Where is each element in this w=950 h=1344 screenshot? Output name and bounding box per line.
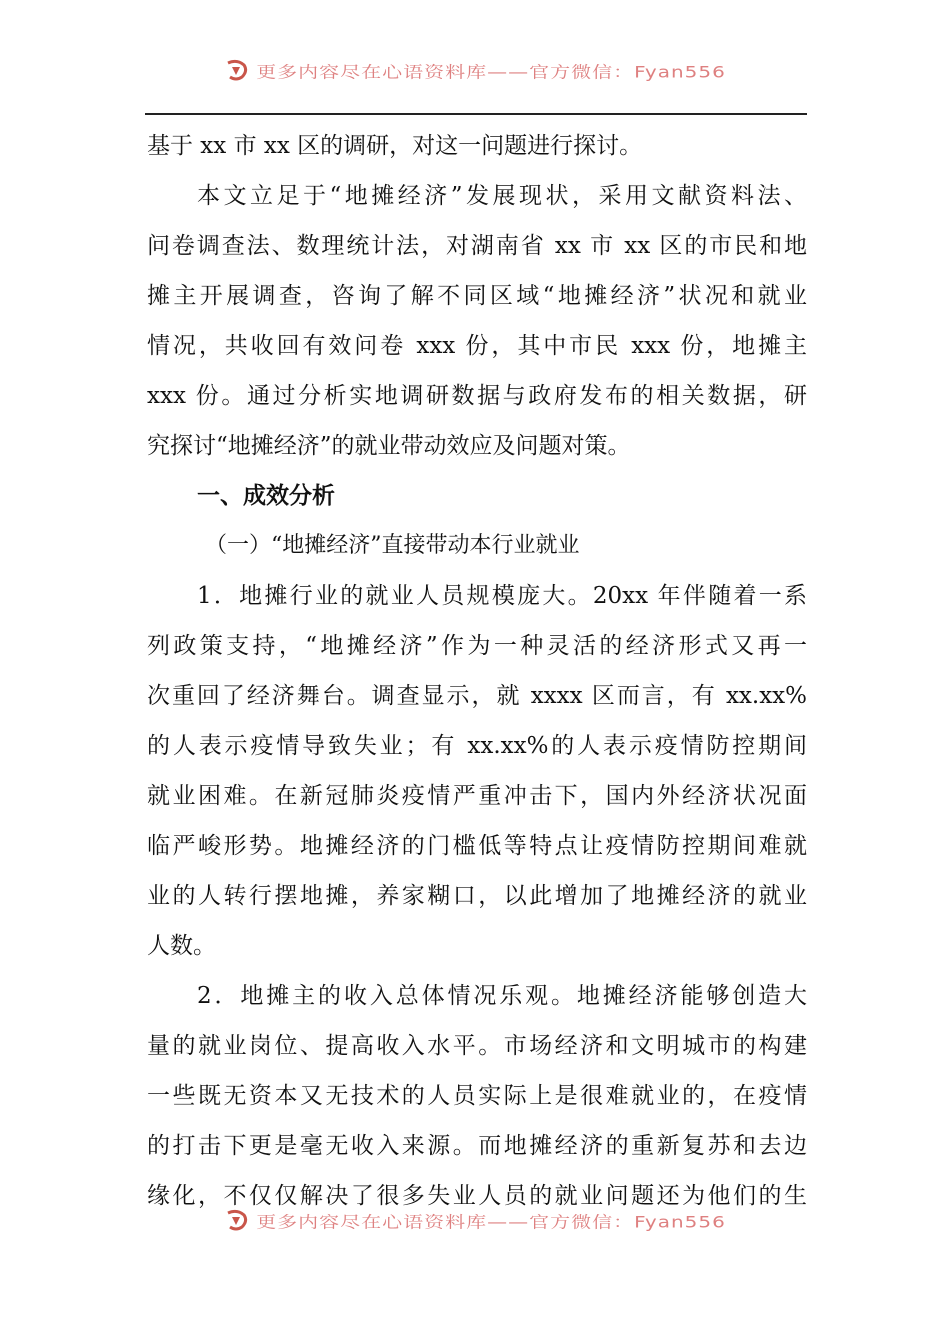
paragraph-line: 列政策支持，“地摊经济”作为一种灵活的经济形式又再一 <box>147 633 807 659</box>
watermark-logo-icon <box>224 57 250 83</box>
paragraph-line: 的人表示疫情导致失业；有 xx.xx%的人表示疫情防控期间 <box>147 733 807 759</box>
subsection-heading: （一）“地摊经济”直接带动本行业就业 <box>205 533 580 558</box>
paragraph-line: 次重回了经济舞台。调查显示，就 xxxx 区而言，有 xx.xx% <box>147 683 807 709</box>
paragraph-line: 2．地摊主的收入总体情况乐观。地摊经济能够创造大 <box>197 983 807 1009</box>
paragraph-line: 究探讨“地摊经济”的就业带动效应及问题对策。 <box>147 433 631 459</box>
paragraph-line: 业的人转行摆地摊，养家糊口，以此增加了地摊经济的就业 <box>147 883 807 909</box>
watermark-header <box>0 50 950 90</box>
section-heading: 一、成效分析 <box>197 483 335 509</box>
paragraph-line: 本文立足于“地摊经济”发展现状，采用文献资料法、 <box>197 183 807 209</box>
paragraph-line: 摊主开展调查，咨询了解不同区域“地摊经济”状况和就业 <box>147 283 807 309</box>
document-body <box>147 121 807 1221</box>
paragraph-line: 一些既无资本又无技术的人员实际上是很难就业的，在疫情 <box>147 1083 807 1109</box>
paragraph-line: 临严峻形势。地摊经济的门槛低等特点让疫情防控期间难就 <box>147 833 807 859</box>
paragraph-line: xxx 份。通过分析实地调研数据与政府发布的相关数据，研 <box>147 383 807 409</box>
paragraph-line: 缘化，不仅仅解决了很多失业人员的就业问题还为他们的生 <box>147 1183 807 1209</box>
paragraph-line: 情况，共收回有效问卷 xxx 份，其中市民 xxx 份，地摊主 <box>147 333 807 359</box>
watermark-text: 更多内容尽在心语资料库——官方微信：Fyan556 <box>256 61 726 81</box>
watermark-text: 更多内容尽在心语资料库——官方微信：Fyan556 <box>256 1211 726 1231</box>
watermark-footer <box>0 1200 950 1240</box>
paragraph-line: 1．地摊行业的就业人员规模庞大。20xx 年伴随着一系 <box>197 583 807 609</box>
paragraph-line: 基于 xx 市 xx 区的调研，对这一问题进行探讨。 <box>147 133 643 159</box>
watermark-logo-icon <box>224 1207 250 1233</box>
paragraph-line: 人数。 <box>147 933 216 959</box>
header-rule <box>145 113 807 115</box>
paragraph-line: 的打击下更是毫无收入来源。而地摊经济的重新复苏和去边 <box>147 1133 807 1159</box>
paragraph-line: 就业困难。在新冠肺炎疫情严重冲击下，国内外经济状况面 <box>147 783 807 809</box>
paragraph-line: 问卷调查法、数理统计法，对湖南省 xx 市 xx 区的市民和地 <box>147 233 807 259</box>
paragraph-line: 量的就业岗位、提高收入水平。市场经济和文明城市的构建 <box>147 1033 807 1059</box>
